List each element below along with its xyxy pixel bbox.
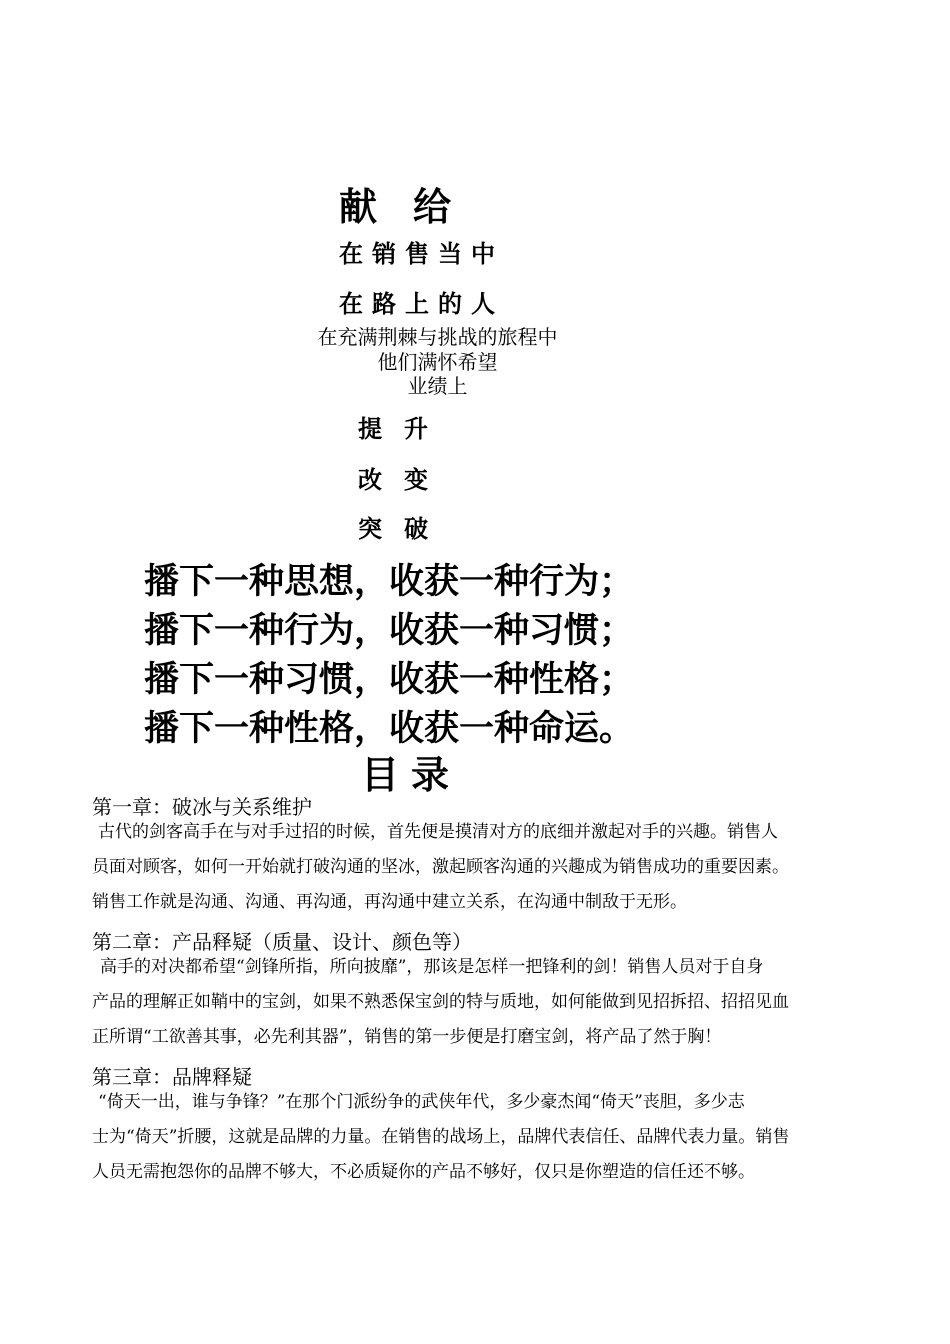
summary-line: 人员无需抱怨你的品牌不够大，不必质疑你的产品不够好，仅只是你塑造的信任还不够。 [92,1162,755,1182]
dedication-line-performance: 业绩上 [407,374,468,398]
chapter-2-summary [92,950,864,1055]
dedication-line-hope: 他们满怀希望 [377,350,498,374]
chapter-1-summary [92,815,864,920]
chapter-2-heading: 第二章：产品释疑（质量、设计、颜色等） [92,930,472,954]
summary-line: 古代的剑客高手在与对手过招的时候，首先便是摸清对方的底细并激起对手的兴趣。销售人 [98,822,778,842]
dedication-verb-change: 改变 [358,466,450,494]
chapter-1-heading: 第一章：破冰与关系维护 [92,795,312,819]
summary-line: 产品的理解正如鞘中的宝剑，如果不熟悉保宝剑的特与质地，如何能做到见招拆招、招招见血 [92,992,789,1012]
maxim-line: 播下一种性格，收获一种命运。 [144,709,635,749]
chapter-3-summary [92,1085,864,1190]
summary-line: 销售工作就是沟通、沟通、再沟通，再沟通中建立关系，在沟通中制敌于无形。 [92,892,687,912]
dedication-line-sales: 在销售当中 [339,240,504,268]
summary-line: “倚天一出，谁与争锋？”在那个门派纷争的武侠年代，多少豪杰闻“倚天”丧胆，多少志 [98,1092,745,1112]
summary-line: 高手的对决都希望“剑锋所指，所向披靡”，那该是怎样一把锋利的剑！销售人员对于自身 [100,957,764,977]
maxim-line: 播下一种行为，收获一种习惯； [144,611,635,651]
summary-line: 士为“倚天”折腰，这就是品牌的力量。在销售的战场上，品牌代表信任、品牌代表力量。销售 [92,1127,790,1147]
dedication-line-journey: 在充满荆棘与挑战的旅程中 [317,325,558,349]
toc-title: 目录 [361,753,462,797]
dedication-verb-improve: 提升 [358,415,450,443]
chapter-3-heading: 第三章：品牌释疑 [92,1065,252,1089]
maxim-line: 播下一种思想，收获一种行为； [144,562,635,602]
summary-line: 正所谓“工欲善其事，必先利其器”，销售的第一步便是打磨宝剑，将产品了然于胸！ [92,1027,722,1047]
dedication-title: 献给 [338,185,487,229]
maxim-line: 播下一种习惯，收获一种性格； [144,660,635,700]
dedication-verb-breakthrough: 突破 [358,515,450,543]
summary-line: 员面对顾客，如何一开始就打破沟通的坚冰，激起顾客沟通的兴趣成为销售成功的重要因素。 [92,857,789,877]
dedication-line-road: 在路上的人 [339,290,504,318]
